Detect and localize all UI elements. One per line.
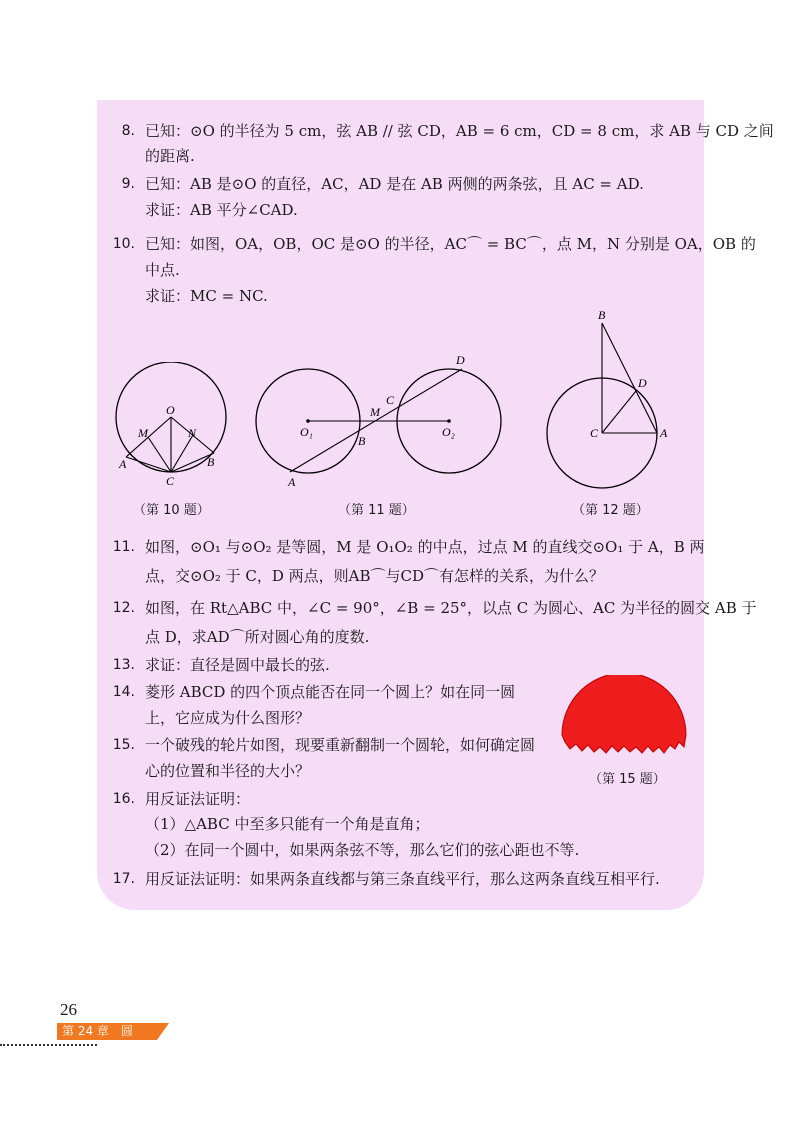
label-b: B [358, 434, 366, 448]
problem-8-text: 已知：⊙O 的半径为 5 cm，弦 AB // 弦 CD，AB = 6 cm，CD = 8 cm，求 AB 与 CD 之间 [145, 122, 774, 140]
problem-14-text: 菱形 ABCD 的四个顶点能否在同一个圆上？如在同一圆 [145, 683, 516, 701]
figure-11 [248, 350, 508, 490]
dotted-divider [0, 1044, 97, 1046]
label-c: C [386, 393, 395, 407]
figure-15-broken-wheel [558, 675, 690, 757]
problem-9-text: 已知：AB 是⊙O 的直径，AC，AD 是在 AB 两侧的两条弦，且 AC = AD. [145, 175, 644, 193]
label-o: O [166, 403, 175, 417]
problem-17-number: 17. [112, 871, 135, 887]
problem-12-text: 如图，在 Rt△ABC 中，∠C = 90°，∠B = 25°，以点 C 为圆心、AC 为半径的圆交 AB 于 [145, 599, 757, 617]
problem-11-text: 如图，⊙O₁ 与⊙O₂ 是等圆，M 是 O₁O₂ 的中点，过点 M 的直线交⊙O₁ 于 A，B 两 [145, 538, 705, 556]
figure-12 [540, 305, 680, 490]
label-n: N [188, 426, 197, 440]
label-d: D [638, 376, 647, 390]
figure-15-caption: （第 15 题） [589, 772, 666, 787]
problem-10-text-cont: 中点. [145, 261, 180, 279]
label-o1: O₁ [300, 425, 313, 439]
problem-10-number: 10. [112, 236, 135, 252]
problem-13-text: 求证：直径是圆中最长的弦. [145, 656, 330, 674]
problem-12-number: 12. [112, 600, 135, 616]
problem-16-number: 16. [112, 791, 135, 807]
problem-10-prove: 求证：MC = NC. [145, 287, 268, 305]
problem-12-text-cont: 点 D，求AD⌒所对圆心角的度数. [145, 628, 370, 646]
page-number: 26 [60, 1000, 77, 1019]
problem-11-text-cont: 点，交⊙O₂ 于 C，D 两点，则AB⌒与CD⌒有怎样的关系，为什么？ [145, 567, 605, 585]
problem-15-text: 一个破残的轮片如图，现要重新翻制一个圆轮，如何确定圆 [145, 736, 536, 754]
problem-15-text-cont: 心的位置和半径的大小？ [145, 762, 311, 780]
label-b: B [598, 308, 606, 322]
figure-11-caption: （第 11 题） [338, 503, 415, 518]
label-c: C [166, 474, 175, 487]
problem-17-text: 用反证法证明：如果两条直线都与第三条直线平行，那么这两条直线互相平行. [145, 870, 660, 888]
label-a: A [660, 426, 668, 440]
label-c: C [590, 426, 599, 440]
problem-13-number: 13. [112, 657, 135, 673]
problem-8-text-cont: 的距离. [145, 147, 195, 165]
problem-8-number: 8. [121, 123, 135, 139]
problem-9-text-cont: 求证：AB 平分∠CAD. [145, 201, 298, 219]
chapter-label: 第 24 章 圆 [62, 1024, 133, 1038]
problem-9-number: 9. [121, 176, 135, 192]
problem-16-part-1: （1）△ABC 中至多只能有一个角是直角； [145, 815, 430, 833]
problem-14-text-cont: 上，它应成为什么图形？ [145, 709, 311, 727]
problem-11-number: 11. [112, 539, 135, 555]
problem-10-text: 已知：如图，OA，OB，OC 是⊙O 的半径，AC⌒ = BC⌒，点 M，N 分别是 OA，OB 的 [145, 235, 756, 253]
label-b: B [207, 455, 215, 469]
problem-14-number: 14. [112, 684, 135, 700]
problem-16-text: 用反证法证明： [145, 790, 251, 808]
label-o2: O₂ [442, 425, 455, 439]
label-a: A [288, 475, 296, 489]
label-a: A [119, 457, 127, 471]
label-m: M [138, 426, 148, 440]
label-m: M [370, 405, 380, 419]
label-d: D [456, 353, 465, 367]
problem-16-part-2: （2）在同一个圆中，如果两条弦不等，那么它们的弦心距也不等. [145, 841, 580, 859]
figure-10 [108, 362, 238, 487]
figure-10-caption: （第 10 题） [133, 503, 210, 518]
figure-12-caption: （第 12 题） [572, 503, 649, 518]
problem-15-number: 15. [112, 737, 135, 753]
